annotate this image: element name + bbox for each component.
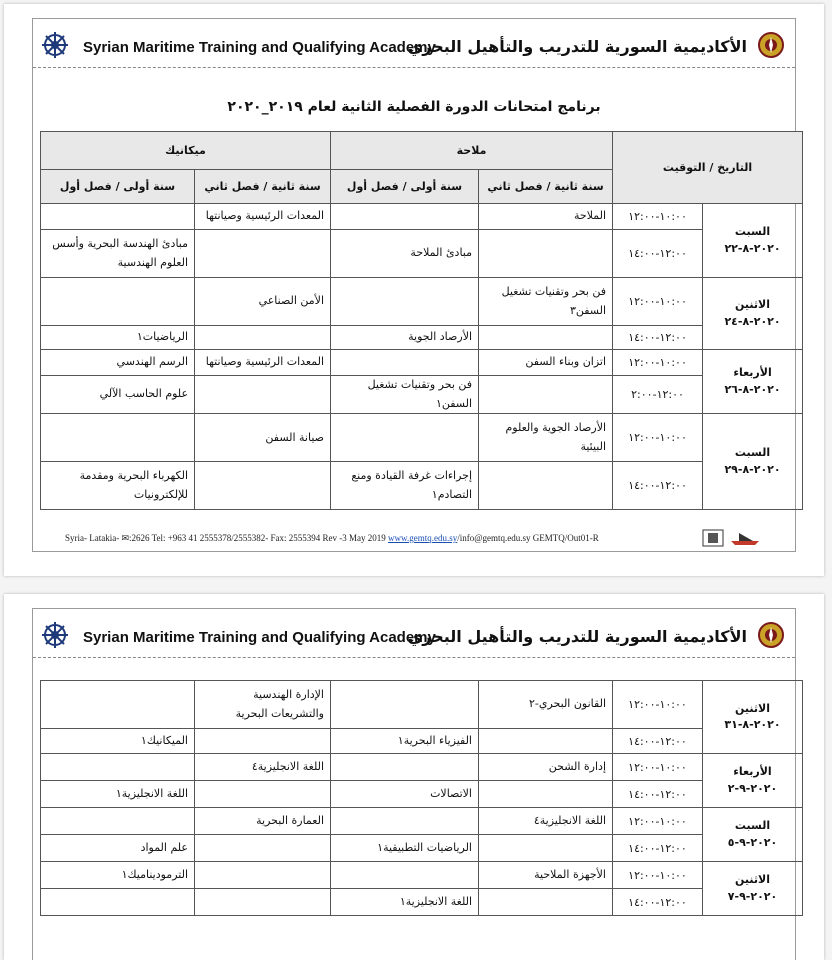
- exam-schedule-table-continued: [40, 680, 803, 916]
- wheel-logo-icon: [41, 31, 69, 59]
- subheader-nav-year1: سنة أولى / فصل أول: [331, 170, 479, 204]
- nav-year2-cell: اتزان وبناء السفن: [479, 350, 613, 376]
- mech-year2-cell: [195, 729, 331, 754]
- nav-year1-cell: [331, 754, 479, 781]
- table-row: [41, 808, 803, 835]
- table-row: [41, 376, 803, 414]
- nav-year1-cell: الرياضيات التطبيقية١: [331, 835, 479, 862]
- nav-year2-cell: [479, 889, 613, 916]
- mech-year1-cell: [41, 808, 195, 835]
- nav-year2-cell: [479, 230, 613, 278]
- mech-year1-cell: [41, 414, 195, 462]
- time-cell: ١٠:٠٠-١٢:٠٠: [613, 862, 703, 889]
- nav-year1-cell: [331, 350, 479, 376]
- document-page-2: [4, 594, 824, 960]
- day-cell: السبت ٢٠٢٠-٨-٢٩: [703, 414, 803, 510]
- nav-year2-cell: [479, 326, 613, 350]
- mech-year2-cell: [195, 889, 331, 916]
- exam-schedule-title: برنامج امتحانات الدورة الفصلية الثانية لعام ٢٠١٩_٢٠٢٠: [227, 99, 601, 115]
- mech-year2-cell: [195, 230, 331, 278]
- mech-year2-cell: الأمن الصناعي: [195, 278, 331, 326]
- nav-year2-cell: القانون البحري-٢: [479, 681, 613, 729]
- nav-year2-cell: [479, 729, 613, 754]
- ship-logo-icon: [729, 529, 763, 547]
- nav-year1-cell: الاتصالات: [331, 781, 479, 808]
- table-row: [41, 230, 803, 278]
- mech-year2-cell: المعدات الرئيسية وصيانتها: [195, 204, 331, 230]
- nav-year2-cell: الأجهزة الملاحية: [479, 862, 613, 889]
- academy-name-english: Syrian Maritime Training and Qualifying Academy: [83, 629, 436, 646]
- mech-year1-cell: اللغة الانجليزية١: [41, 781, 195, 808]
- certification-logo-icon: [701, 529, 725, 547]
- subheader-nav-year2: سنة ثانية / فصل ثاني: [479, 170, 613, 204]
- time-cell: ١٢:٠٠-١٤:٠٠: [613, 835, 703, 862]
- mech-year2-cell: اللغة الانجليزية٤: [195, 754, 331, 781]
- table-row: [41, 729, 803, 754]
- time-cell: ١٢:٠٠-٢:٠٠: [613, 376, 703, 414]
- mech-year1-cell: علوم الحاسب الآلي: [41, 376, 195, 414]
- nav-year1-cell: الأرصاد الجوية: [331, 326, 479, 350]
- nav-year2-cell: اللغة الانجليزية٤: [479, 808, 613, 835]
- nav-year2-cell: [479, 835, 613, 862]
- academy-emblem-icon: [757, 621, 785, 649]
- table-row: [41, 862, 803, 889]
- time-cell: ١٠:٠٠-١٢:٠٠: [613, 808, 703, 835]
- exam-schedule-table: [40, 131, 803, 510]
- nav-year1-cell: [331, 278, 479, 326]
- table-row: [41, 754, 803, 781]
- nav-year1-cell: إجراءات غرفة القيادة ومنع التصادم١: [331, 462, 479, 510]
- table-row: [41, 681, 803, 729]
- subheader-mech-year1: سنة أولى / فصل أول: [41, 170, 195, 204]
- nav-year2-cell: الأرصاد الجوية والعلوم البيئية: [479, 414, 613, 462]
- academy-name-english: Syrian Maritime Training and Qualifying Academy: [83, 39, 436, 56]
- table-row: [41, 781, 803, 808]
- letterhead: [33, 615, 795, 658]
- time-cell: ١٠:٠٠-١٢:٠٠: [613, 278, 703, 326]
- mech-year2-cell: [195, 376, 331, 414]
- page-footer: [61, 527, 767, 549]
- mech-year2-cell: [195, 835, 331, 862]
- mech-year1-cell: الكهرباء البحرية ومقدمة للإلكترونيات: [41, 462, 195, 510]
- day-cell: السبت ٢٠٢٠-٩-٥: [703, 808, 803, 862]
- mech-year1-cell: مبادئ الهندسة البحرية وأسس العلوم الهندسية: [41, 230, 195, 278]
- footer-email-ref: /info@gemtq.edu.sy GEMTQ/Out01-R: [457, 533, 599, 543]
- document-page-1: [4, 4, 824, 576]
- time-cell: ١٠:٠٠-١٢:٠٠: [613, 754, 703, 781]
- nav-year2-cell: الملاحة: [479, 204, 613, 230]
- mech-year2-cell: العمارة البحرية: [195, 808, 331, 835]
- day-cell: الأربعاء ٢٠٢٠-٩-٢: [703, 754, 803, 808]
- mech-year2-cell: [195, 326, 331, 350]
- mech-year2-cell: [195, 462, 331, 510]
- table-row: [41, 414, 803, 462]
- mech-year1-cell: الميكانيك١: [41, 729, 195, 754]
- mech-year1-cell: [41, 278, 195, 326]
- time-cell: ١٢:٠٠-١٤:٠٠: [613, 326, 703, 350]
- nav-year2-cell: [479, 376, 613, 414]
- time-cell: ١٠:٠٠-١٢:٠٠: [613, 414, 703, 462]
- table-row: [41, 350, 803, 376]
- time-cell: ١٢:٠٠-١٤:٠٠: [613, 462, 703, 510]
- nav-year1-cell: فن بحر وتقنيات تشغيل السفن١: [331, 376, 479, 414]
- mech-year1-cell: علم المواد: [41, 835, 195, 862]
- mech-year2-cell: [195, 781, 331, 808]
- table-row: [41, 326, 803, 350]
- time-cell: ١٢:٠٠-١٤:٠٠: [613, 889, 703, 916]
- day-cell: السبت ٢٠٢٠-٨-٢٢: [703, 204, 803, 278]
- nav-year1-cell: [331, 862, 479, 889]
- nav-year1-cell: [331, 204, 479, 230]
- wheel-logo-icon: [41, 621, 69, 649]
- nav-year2-cell: فن بحر وتقنيات تشغيل السفن٣: [479, 278, 613, 326]
- nav-year2-cell: [479, 462, 613, 510]
- mech-year1-cell: الترموديناميك١: [41, 862, 195, 889]
- time-cell: ١٠:٠٠-١٢:٠٠: [613, 681, 703, 729]
- mech-year1-cell: الرسم الهندسي: [41, 350, 195, 376]
- mech-year2-cell: الإدارة الهندسية والتشريعات البحرية: [195, 681, 331, 729]
- nav-year2-cell: إدارة الشحن: [479, 754, 613, 781]
- nav-year1-cell: الفيزياء البحرية١: [331, 729, 479, 754]
- footer-address: Syria- Latakia- ✉:2626 Tel: +963 41 2555378/2555382- Fax: 2555394 Rev -3 May 2019: [65, 533, 386, 543]
- academy-emblem-icon: [757, 31, 785, 59]
- time-cell: ١٠:٠٠-١٢:٠٠: [613, 204, 703, 230]
- header-date-time: التاريخ / التوقيت: [613, 132, 803, 204]
- table-row: [41, 835, 803, 862]
- header-navigation: ملاحة: [331, 132, 613, 170]
- academy-name-arabic: الأكاديمية السورية للتدريب والتأهيل البحري: [407, 627, 747, 646]
- table-row: [41, 278, 803, 326]
- letterhead: [33, 25, 795, 68]
- day-cell: الاثنين ٢٠٢٠-٩-٧: [703, 862, 803, 916]
- nav-year1-cell: اللغة الانجليزية١: [331, 889, 479, 916]
- nav-year2-cell: [479, 781, 613, 808]
- mech-year1-cell: [41, 889, 195, 916]
- day-cell: الاثنين ٢٠٢٠-٨-٣١: [703, 681, 803, 754]
- mech-year1-cell: الرياضيات١: [41, 326, 195, 350]
- mech-year2-cell: [195, 862, 331, 889]
- subheader-mech-year2: سنة ثانية / فصل ثاني: [195, 170, 331, 204]
- table-row: [41, 204, 803, 230]
- mech-year1-cell: [41, 754, 195, 781]
- table-row: [41, 889, 803, 916]
- table-row: [41, 462, 803, 510]
- nav-year1-cell: [331, 808, 479, 835]
- nav-year1-cell: [331, 681, 479, 729]
- mech-year2-cell: صيانة السفن: [195, 414, 331, 462]
- time-cell: ١٢:٠٠-١٤:٠٠: [613, 781, 703, 808]
- header-mechanics: ميكانيك: [41, 132, 331, 170]
- day-cell: الأربعاء ٢٠٢٠-٨-٢٦: [703, 350, 803, 414]
- day-cell: الاثنين ٢٠٢٠-٨-٢٤: [703, 278, 803, 350]
- nav-year1-cell: [331, 414, 479, 462]
- footer-website-link[interactable]: www.gemtq.edu.sy: [388, 533, 458, 543]
- nav-year1-cell: مبادئ الملاحة: [331, 230, 479, 278]
- academy-name-arabic: الأكاديمية السورية للتدريب والتأهيل البحري: [407, 37, 747, 56]
- time-cell: ١٠:٠٠-١٢:٠٠: [613, 350, 703, 376]
- time-cell: ١٢:٠٠-١٤:٠٠: [613, 230, 703, 278]
- mech-year1-cell: [41, 681, 195, 729]
- mech-year1-cell: [41, 204, 195, 230]
- time-cell: ١٢:٠٠-١٤:٠٠: [613, 729, 703, 754]
- mech-year2-cell: المعدات الرئيسية وصيانتها: [195, 350, 331, 376]
